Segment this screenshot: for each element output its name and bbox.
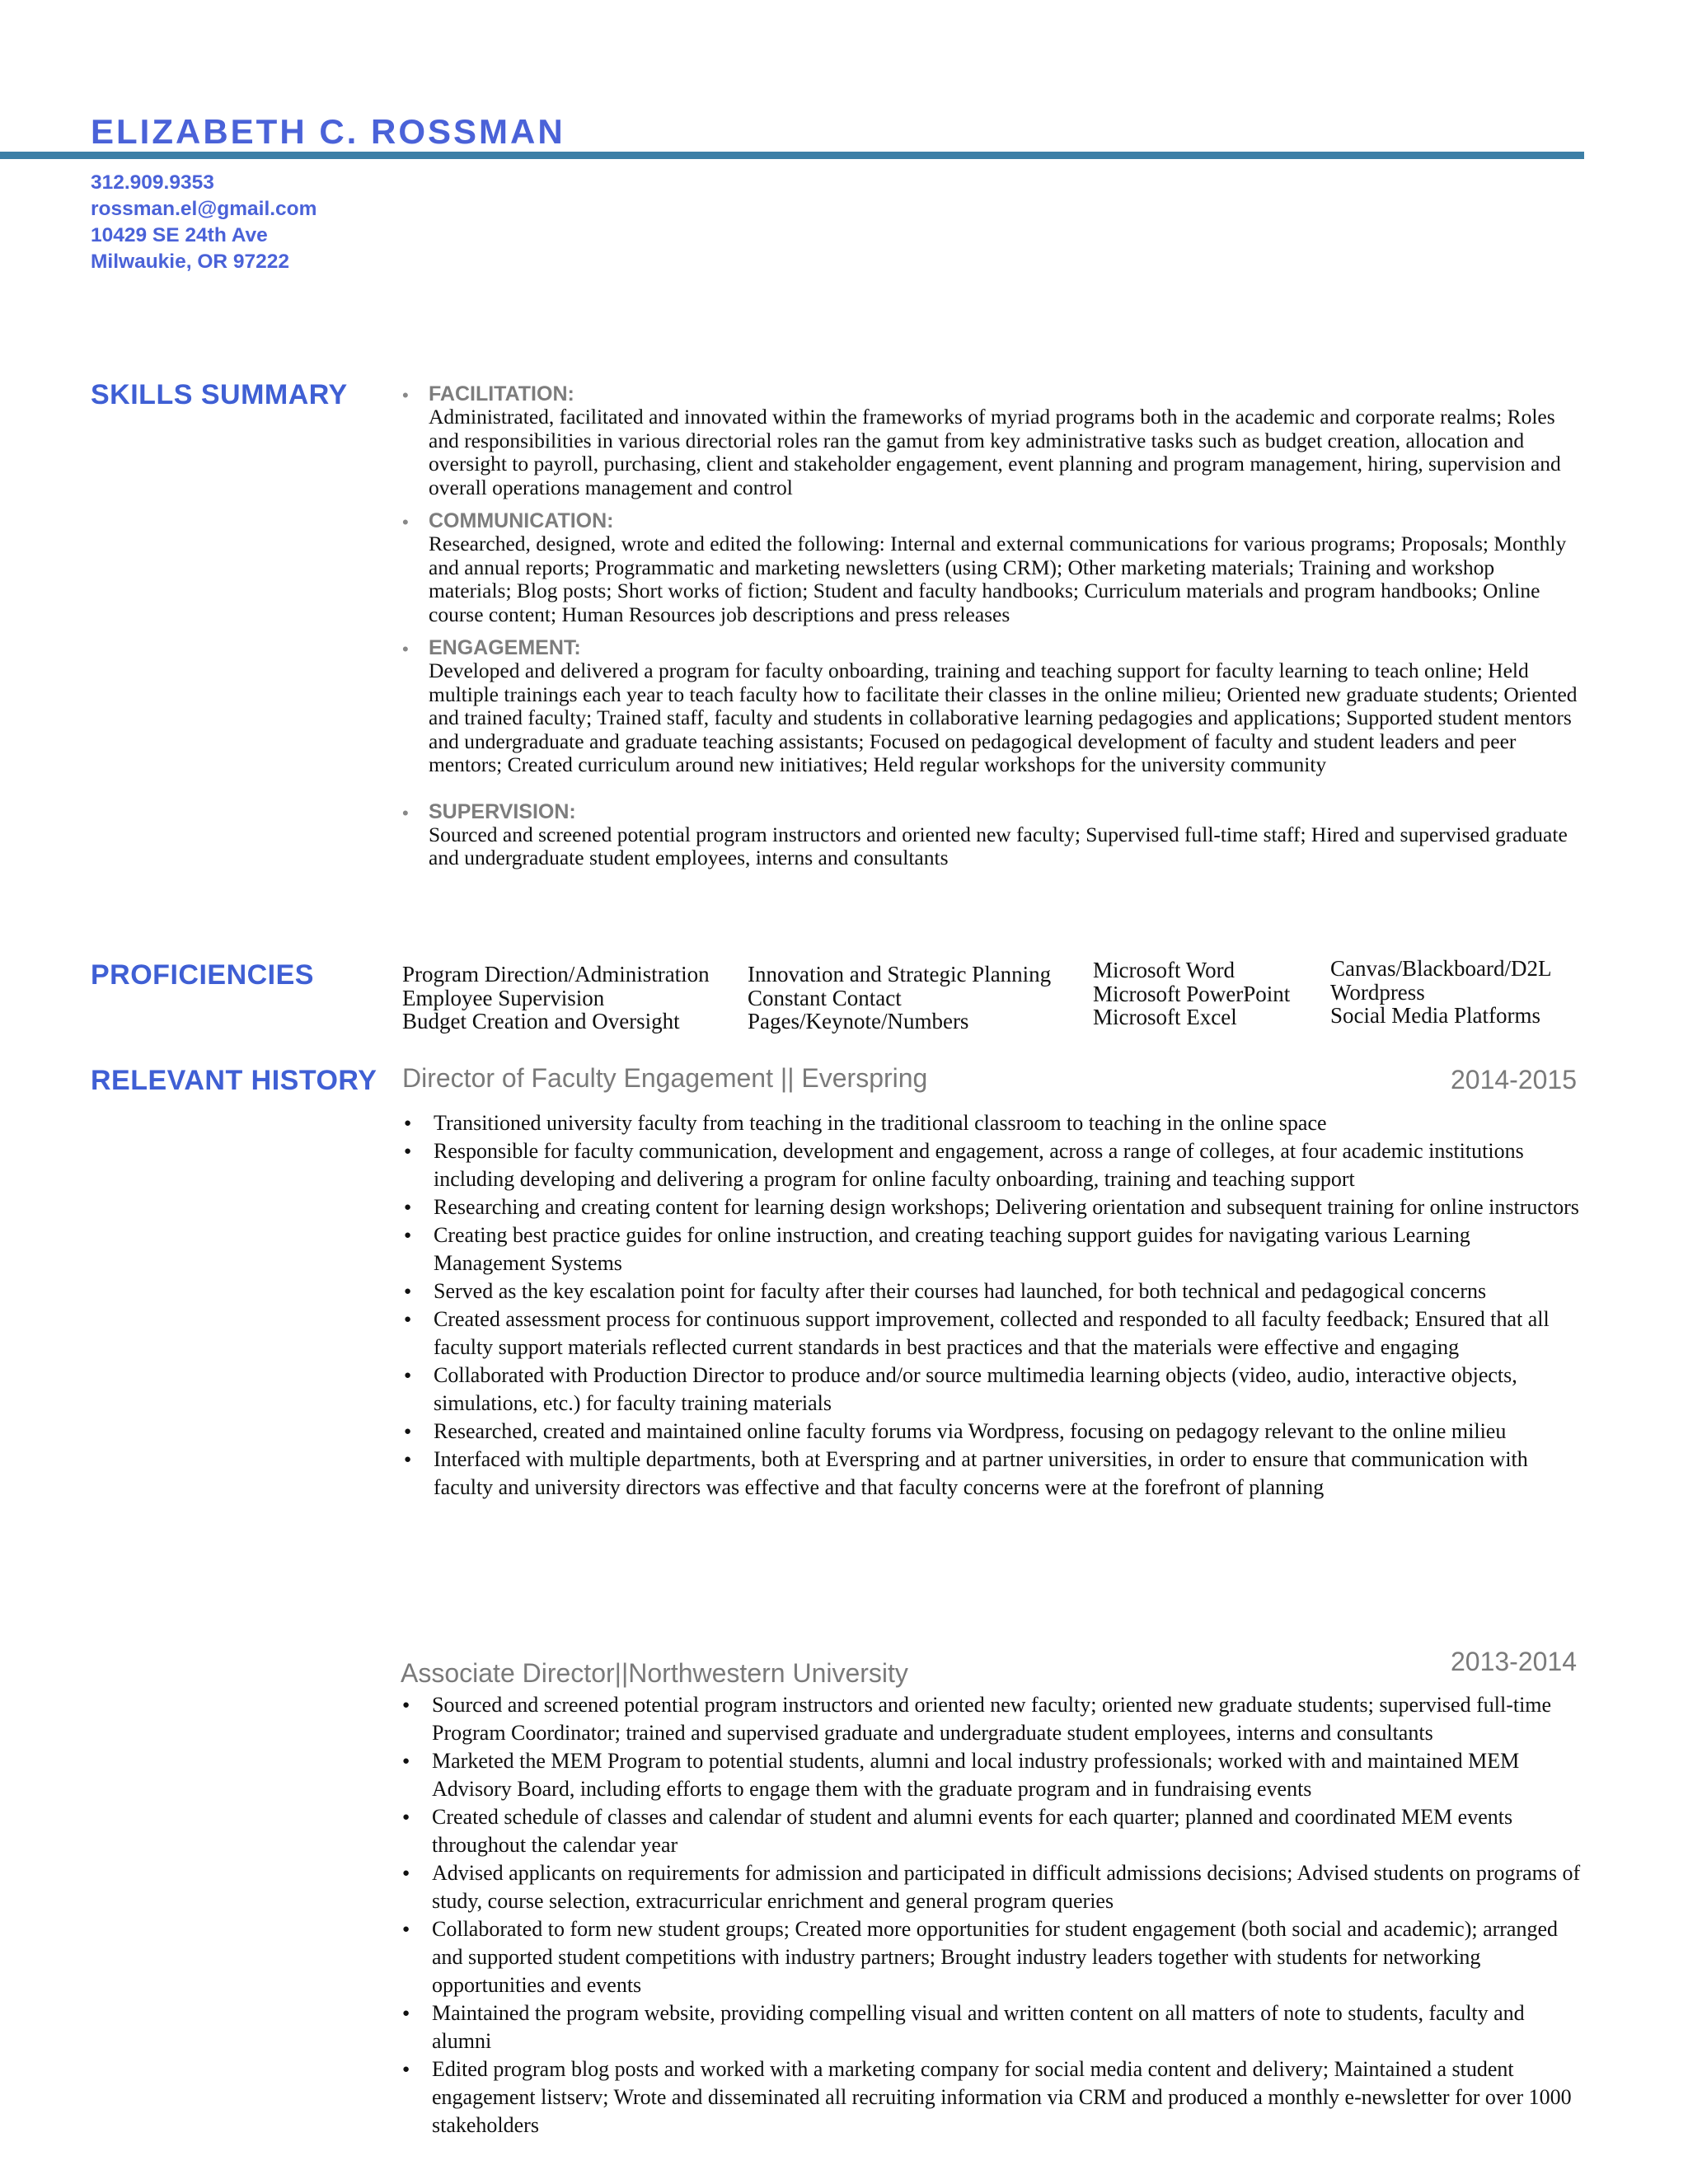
skill-label: COMMUNICATION:	[429, 509, 614, 532]
proficiency-item: Program Direction/Administration	[402, 962, 710, 987]
street-address: 10429 SE 24th Ave	[91, 224, 268, 246]
job-bullets	[401, 1691, 1582, 2139]
job-dates: 2013-2014	[1450, 1647, 1577, 1676]
skill-item-supervision	[401, 800, 1579, 870]
list-item: ● Responsible for faculty communication, development and engagement, across a range of colleges, at four academic institutions including developing and delivering a program for online faculty onboarding, training and teaching support	[402, 1137, 1582, 1193]
list-item: ● Collaborated to form new student groups; Created more opportunities for student engagement (both social and academic); arranged and supported student competitions with industry partners; Brought industry leaders together with students for networking opportunities and events	[401, 1915, 1582, 1999]
skill-description: Developed and delivered a program for faculty onboarding, training and teaching support for faculty learning to teach online; Held multiple trainings each year to teach faculty how to facilitate their classes in the online milieu; Oriented new graduate students; Oriented and trained faculty; Trained staff, faculty and students in collaborative learning pedagogies and applications; Supported student mentors and undergraduate and graduate teaching assistants; Focused on pedagogical development of faculty and student leaders and peer mentors; Created curriculum around new initiatives; Held regular workshops for the university community	[429, 658, 1578, 776]
proficiency-column	[748, 963, 1051, 1033]
proficiency-item: Constant Contact	[748, 985, 902, 1010]
proficiency-item: Budget Creation and Oversight	[402, 1009, 680, 1033]
bullet-icon: •	[402, 639, 409, 659]
list-item: ● Served as the key escalation point for faculty after their courses had launched, for both technical and pedagogical concerns	[402, 1277, 1582, 1305]
list-item: ● Sourced and screened potential program instructors and oriented new faculty; oriented new graduate students; supervised full-time Program Coordinator; trained and supervised graduate and undergraduate student employees, interns and consultants	[401, 1691, 1582, 1747]
list-item: ● Collaborated with Production Director to produce and/or source multimedia learning objects (video, audio, interactive objects, simulations, etc.) for faculty training materials	[402, 1361, 1582, 1418]
list-item: ● Researching and creating content for learning design workshops; Delivering orientation and subsequent training for online instructors	[402, 1193, 1582, 1221]
proficiency-item: Microsoft Excel	[1093, 1005, 1237, 1029]
email-address: rossman.el@gmail.com	[91, 198, 317, 220]
proficiency-item: Social Media Platforms	[1330, 1003, 1540, 1028]
skills-summary-heading: SKILLS SUMMARY	[91, 379, 348, 410]
proficiencies-heading: PROFICIENCIES	[91, 959, 314, 991]
proficiency-column	[402, 963, 710, 1033]
proficiency-column	[1330, 957, 1551, 1028]
skill-item-engagement	[401, 636, 1579, 777]
bullet-icon: •	[402, 512, 409, 532]
skill-item-facilitation	[401, 382, 1579, 499]
proficiency-item: Employee Supervision	[402, 985, 605, 1010]
proficiency-item: Canvas/Blackboard/D2L	[1330, 956, 1552, 981]
skill-label: SUPERVISION:	[429, 799, 576, 823]
skill-description: Sourced and screened potential program instructors and oriented new faculty; Supervised full-time staff; Hired and supervised graduate and undergraduate student employees, interns and consultants	[429, 822, 1568, 869]
job-bullets	[402, 1109, 1582, 1502]
proficiency-item: Pages/Keynote/Numbers	[748, 1009, 969, 1033]
job-title: Director of Faculty Engagement || Everspring	[402, 1063, 928, 1093]
list-item: ● Created assessment process for continuous support improvement, collected and responded to all faculty feedback; Ensured that all faculty support materials reflected current standards in best practices and that the materials were effective and engaging	[402, 1305, 1582, 1361]
list-item: ● Transitioned university faculty from teaching in the traditional classroom to teaching in the online space	[402, 1109, 1582, 1137]
list-item: ● Advised applicants on requirements for admission and participated in difficult admissions decisions; Advised students on programs of study, course selection, extracurricular enrichment and general program queries	[401, 1859, 1582, 1915]
list-item: ● Researched, created and maintained online faculty forums via Wordpress, focusing on pedagogy relevant to the online milieu	[402, 1418, 1582, 1446]
list-item: ● Created schedule of classes and calendar of student and alumni events for each quarter; planned and coordinated MEM events throughout the calendar year	[401, 1803, 1582, 1859]
skill-description: Administrated, facilitated and innovated within the frameworks of myriad programs both in the academic and corporate realms; Roles and responsibilities in various directorial roles ran the gamut from key administrative tasks such as budget creation, allocation and oversight to payroll, purchasing, client and stakeholder engagement, event planning and program management, hiring, supervision and overall operations management and control	[429, 405, 1561, 499]
contact-block	[91, 170, 316, 275]
relevant-history-heading: RELEVANT HISTORY	[91, 1065, 377, 1096]
proficiency-column	[1093, 958, 1290, 1029]
bullet-icon: •	[402, 802, 409, 823]
skill-description: Researched, designed, wrote and edited the following: Internal and external communications for various programs; Proposals; Monthly and annual reports; Programmatic and marketing newsletters (using CRM); Other marketing materials; Training and workshop materials; Blog posts; Short works of fiction; Student and faculty handbooks; Curriculum materials and program handbooks; Online course content; Human Resources job descriptions and press releases	[429, 532, 1567, 626]
skill-label: FACILITATION:	[429, 382, 574, 405]
list-item: ● Interfaced with multiple departments, both at Everspring and at partner universities, in order to ensure that communication with faculty and university directors was effective and that faculty concerns were at the forefront of planning	[402, 1446, 1582, 1502]
proficiency-item: Microsoft PowerPoint	[1093, 981, 1291, 1006]
list-item: ● Edited program blog posts and worked with a marketing company for social media content and delivery; Maintained a student engagement listserv; Wrote and disseminated all recruiting information via CRM and produced a monthly e-newsletter for over 1000 stakeholders	[401, 2055, 1582, 2139]
candidate-name: ELIZABETH C. ROSSMAN	[91, 112, 565, 151]
list-item: ● Marketed the MEM Program to potential students, alumni and local industry professionals; worked with and maintained MEM Advisory Board, including efforts to engage them with the graduate program and in fundraising events	[401, 1747, 1582, 1803]
skill-label: ENGAGEMENT:	[429, 636, 581, 659]
list-item: ● Creating best practice guides for online instruction, and creating teaching support guides for navigating various Learning Management Systems	[402, 1221, 1582, 1277]
phone-number: 312.909.9353	[91, 171, 214, 194]
skill-item-communication	[401, 509, 1579, 626]
list-item: ● Maintained the program website, providing compelling visual and written content on all matters of note to students, faculty and alumni	[401, 1999, 1582, 2055]
proficiency-item: Wordpress	[1330, 979, 1425, 1005]
proficiency-item: Innovation and Strategic Planning	[748, 962, 1052, 987]
city-state-zip: Milwaukie, OR 97222	[91, 251, 290, 273]
bullet-icon: •	[402, 385, 409, 405]
job-title: Associate Director||Northwestern University	[401, 1658, 908, 1688]
skills-list	[401, 382, 1579, 880]
header-rule	[0, 152, 1584, 159]
job-dates: 2014-2015	[1450, 1065, 1577, 1094]
proficiency-item: Microsoft Word	[1093, 958, 1236, 982]
